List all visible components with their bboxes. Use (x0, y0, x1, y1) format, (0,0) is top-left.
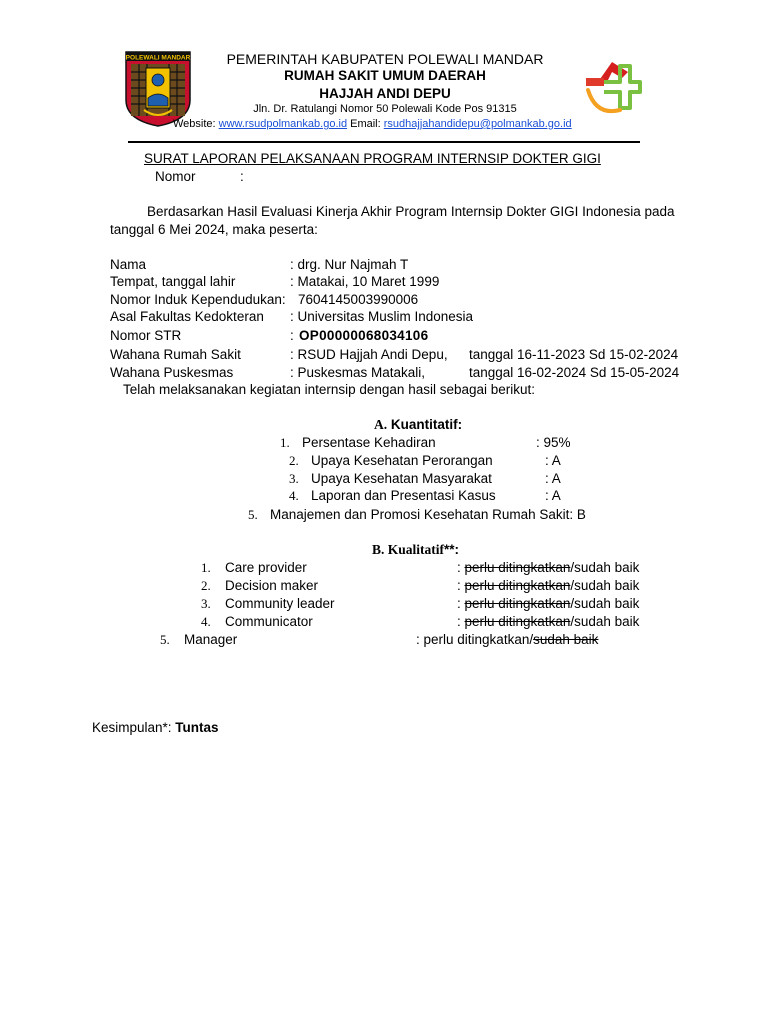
qualitative-rating: : perlu ditingkatkan/sudah baik (416, 632, 599, 647)
list-item: 5. Manager (160, 632, 238, 647)
field-date-pkm: tanggal 16-02-2024 Sd 15-05-2024 (469, 365, 680, 380)
field-date-rs: tanggal 16-11-2023 Sd 15-02-2024 (469, 347, 679, 362)
list-item-value: : 95% (536, 435, 571, 450)
intro-paragraph-line-2: tanggal 6 Mei 2024, maka peserta: (110, 222, 318, 237)
list-item: 3. Upaya Kesehatan Masyarakat (289, 471, 492, 486)
field-value-rs: : RSUD Hajjah Andi Depu, (290, 347, 448, 362)
field-label-rs: Wahana Rumah Sakit (110, 347, 241, 362)
intro-paragraph-line-1: Berdasarkan Hasil Evaluasi Kinerja Akhir Program Internsip Dokter GIGI Indonesia pada (147, 204, 675, 219)
field-label-nama: Nama (110, 257, 147, 272)
qualitative-rating: : perlu ditingkatkan/sudah baik (457, 578, 640, 593)
field-label-pkm: Wahana Puskesmas (110, 365, 234, 380)
field-colon-str: : (290, 328, 294, 343)
list-item: 4. Laporan dan Presentasi Kasus (289, 488, 496, 503)
list-item: 1. Care provider (201, 560, 307, 575)
email-link[interactable]: rsudhajjahandidepu@polmankab.go.id (383, 118, 572, 130)
svg-text:POLEWALI MANDAR: POLEWALI MANDAR (125, 54, 191, 62)
qualitative-heading (372, 542, 459, 558)
field-value-nama: : drg. Nur Najmah T (290, 257, 409, 272)
field-value-nik: 7604145003990006 (298, 292, 419, 307)
field-label-fakultas: Asal Fakultas Kedokteran (110, 309, 264, 324)
header-line-government: PEMERINTAH KABUPATEN POLEWALI MANDAR (226, 51, 544, 67)
website-link[interactable]: www.rsudpolmankab.go.id (218, 118, 348, 130)
polewali-mandar-logo (124, 50, 192, 128)
list-item: 2. Upaya Kesehatan Perorangan (289, 453, 493, 468)
document-title: SURAT LAPORAN PELAKSANAAN PROGRAM INTERNSIP DOKTER GIGI (144, 151, 601, 166)
field-label-ttl: Tempat, tanggal lahir (110, 274, 236, 289)
conclusion-label: Kesimpulan*: (92, 720, 176, 735)
header-line-hospital: RUMAH SAKIT UMUM DAERAH (284, 68, 486, 83)
qualitative-rating: : perlu ditingkatkan/sudah baik (457, 614, 640, 629)
header-divider (128, 141, 640, 143)
field-value-pkm: : Puskesmas Matakali, (290, 365, 426, 380)
list-item: 4. Communicator (201, 614, 313, 629)
qualitative-rating: : perlu ditingkatkan/sudah baik (457, 560, 640, 575)
qualitative-heading-suffix: **: (444, 542, 460, 557)
list-item-value: : A (545, 488, 561, 503)
conclusion-value: Tuntas (175, 720, 219, 735)
quantitative-heading-prefix: A. (374, 417, 388, 432)
quantitative-heading-text: Kuantitatif: (390, 417, 463, 432)
header-contact (173, 118, 572, 130)
field-label-nik: Nomor Induk Kependudukan: (110, 292, 286, 307)
list-item: 5. Manajemen dan Promosi Kesehatan Rumah Sakit: B (248, 507, 586, 522)
nomor-label: Nomor (155, 169, 196, 184)
quantitative-heading (374, 417, 462, 433)
conclusion (92, 720, 219, 735)
field-label-str: Nomor STR (110, 328, 182, 343)
qualitative-rating: : perlu ditingkatkan/sudah baik (457, 596, 640, 611)
header-line-hospital-name: HAJJAH ANDI DEPU (319, 86, 451, 101)
website-label: Website: (173, 118, 216, 130)
list-item: 2. Decision maker (201, 578, 319, 593)
email-label: Email: (350, 118, 381, 130)
statement: Telah melaksanakan kegiatan internsip dengan hasil sebagai berikut: (123, 382, 536, 397)
hospital-logo (582, 56, 644, 120)
nomor-colon: : (240, 169, 244, 184)
qualitative-heading-text: B. Kualitatif (372, 542, 445, 557)
list-item: 1. Persentase Kehadiran (280, 435, 436, 450)
field-value-str: OP00000068034106 (299, 328, 429, 343)
field-value-fakultas: : Universitas Muslim Indonesia (290, 309, 474, 324)
field-value-ttl: : Matakai, 10 Maret 1999 (290, 274, 440, 289)
list-item: 3. Community leader (201, 596, 335, 611)
list-item-value: : A (545, 471, 561, 486)
list-item-value: : A (545, 453, 561, 468)
header-address: Jln. Dr. Ratulangi Nomor 50 Polewali Kode Pos 91315 (253, 103, 517, 115)
